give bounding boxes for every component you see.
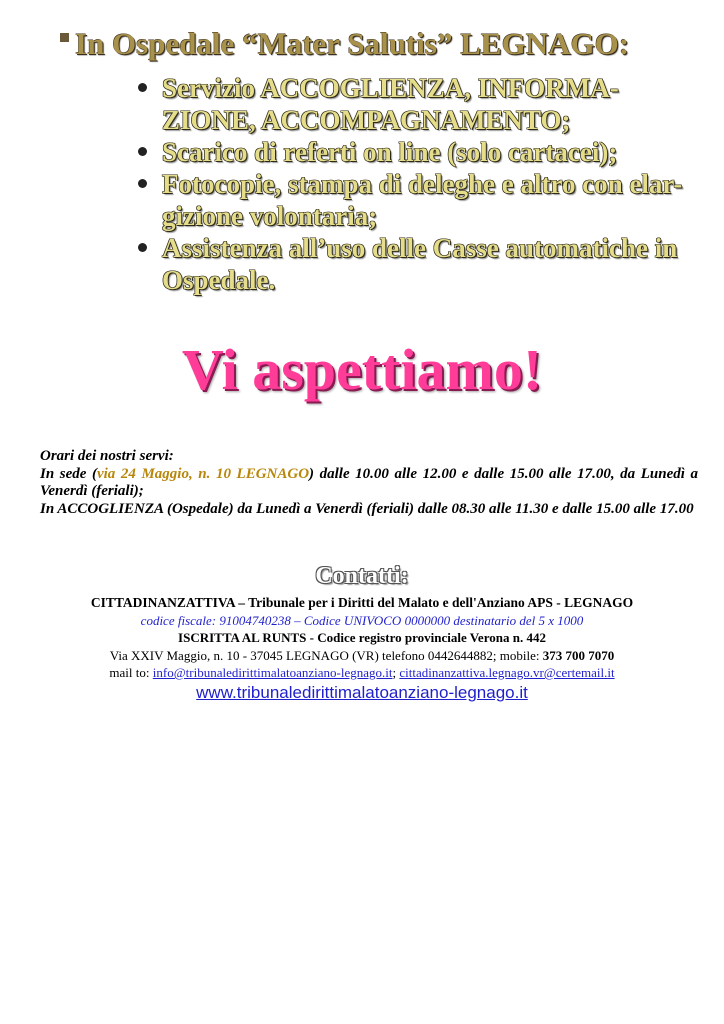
list-item [138,232,698,296]
opening-hours [40,448,698,518]
list-item [138,136,698,168]
fiscal-codes: codice fiscale: 91004740238 – Codice UNIVOCO 0000000 destinatario del 5 x 1000 [140,612,584,628]
contacts-title: Contatti: [315,563,409,589]
list-item [138,168,698,232]
mobile-number: 373 700 7070 [542,647,615,663]
welcome-callout: Vi aspettiamo! [181,337,543,402]
address-line [20,647,704,665]
website-link[interactable]: www.tribunaledirittimalatoanziano-legnago.it [196,682,528,702]
square-bullet-icon [60,33,69,42]
email-link-pec[interactable]: cittadinanzattiva.legnago.vr@certemail.it [399,665,615,680]
hours-sede-prefix: In sede ( [40,465,97,482]
runts-registration: ISCRITTA AL RUNTS - Codice registro provinciale Verona n. 442 [178,630,546,645]
email-link-info[interactable]: info@tribunaledirittimalatoanziano-legnago.it [152,665,393,680]
service-line: ZIONE, ACCOMPAGNAMENTO; [162,105,571,135]
hours-sede [40,466,698,501]
organization-name: CITTADINANZATTIVA – Tribunale per i Diritti del Malato e dell'Anziano APS - LEGNAGO [90,595,634,610]
mail-prefix: mail to: [109,665,153,680]
bullet-icon [138,83,147,92]
list-item [138,72,698,136]
heading-text: In Ospedale “Mater Salutis” LEGNAGO: [75,26,630,61]
bullet-icon [138,179,147,188]
mail-line [20,664,704,682]
services-list [138,72,698,296]
service-line: gizione volontaria; [162,201,378,231]
hours-title: Orari dei nostri servi: [40,448,174,464]
service-line: Fotocopie, stampa di deleghe e altro con elar- [162,169,683,199]
service-line: Servizio ACCOGLIENZA, INFORMA- [162,73,619,103]
service-line: Scarico di referti on line (solo cartacei); [162,137,618,167]
hours-sede-suffix: ) dalle 10.00 alle 12.00 e dalle 15.00 alle 17.00, da Lunedì a Venerdì (feriali); [40,465,699,499]
address-text: Via XXIV Maggio, n. 10 - 37045 LEGNAGO (VR) telefono 0442644882; mobile: [109,647,543,663]
hours-sede-address: via 24 Maggio, n. 10 LEGNAGO [96,465,310,482]
bullet-icon [138,243,147,252]
service-line: Ospedale. [162,265,276,295]
page-heading [60,26,700,62]
mail-separator: ; [392,665,400,680]
hours-accoglienza: In ACCOGLIENZA (Ospedale) da Lunedì a Venerdì (feriali) dalle 08.30 alle 11.30 e dalle 15.00 alle 17.00 [40,500,694,517]
bullet-icon [138,147,147,156]
service-line: Assistenza all’uso delle Casse automatiche in [162,233,678,263]
contacts-block [20,594,704,702]
